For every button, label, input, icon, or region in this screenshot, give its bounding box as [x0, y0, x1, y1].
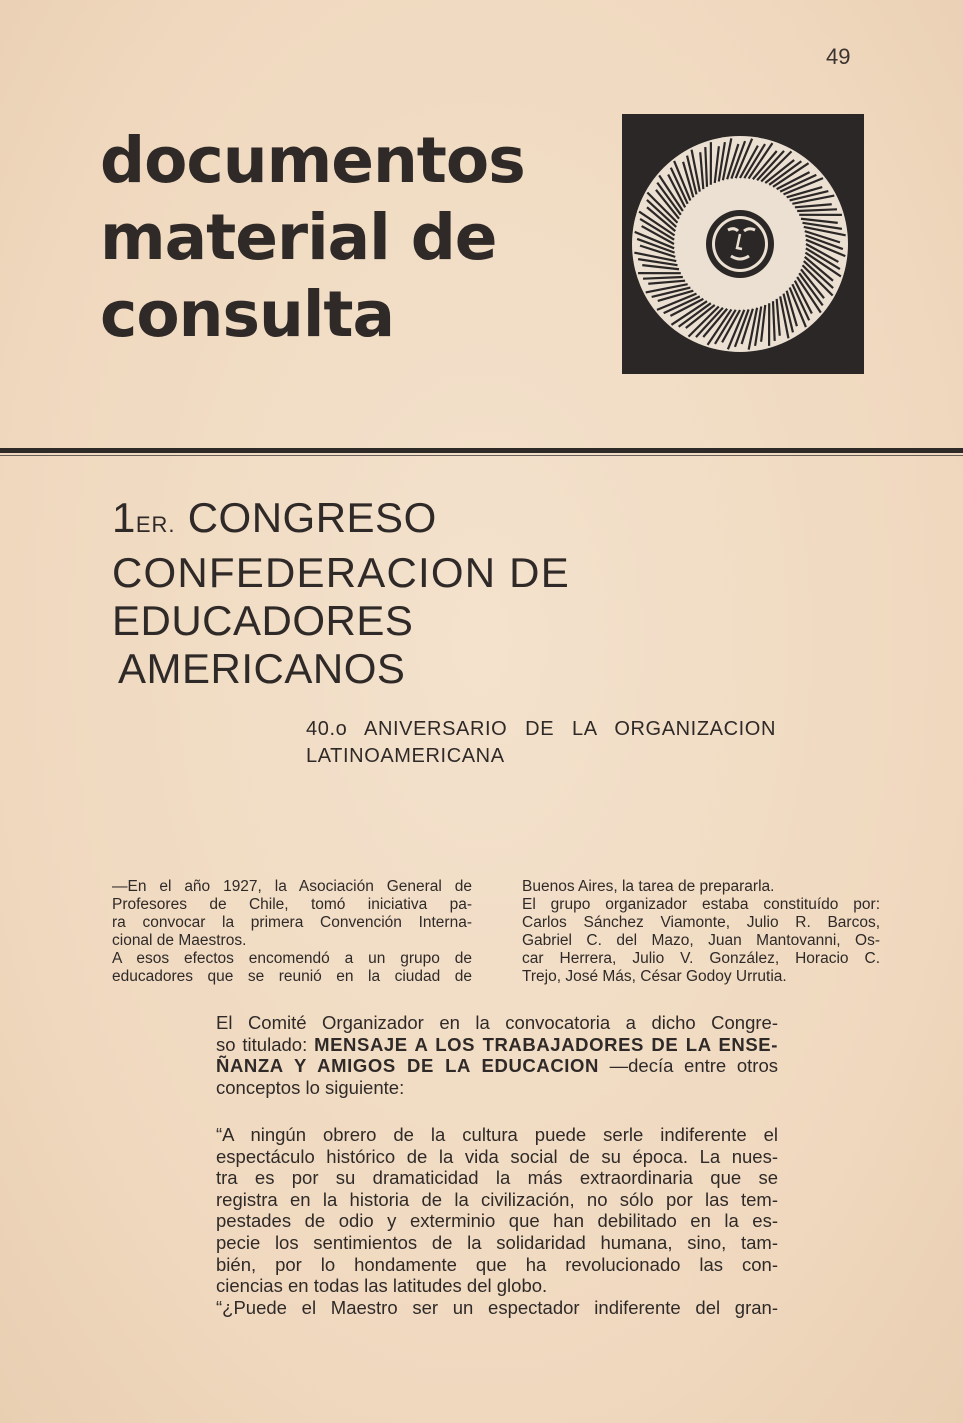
headline-line	[112, 494, 712, 549]
quote-line: pestades de odio y exterminio que han debilitado en la es-	[216, 1210, 778, 1232]
column-line: Gabriel C. del Mazo, Juan Mantovanni, Os-	[522, 932, 880, 949]
subtitle-line: 40.o ANIVERSARIO DE LA ORGANIZACION	[306, 718, 776, 740]
paragraph-line: conceptos lo siguiente:	[216, 1076, 405, 1098]
column-line: A esos efectos encomendó a un grupo de	[112, 950, 472, 967]
quote-line: espectáculo histórico de la vida social de su época. La nues-	[216, 1145, 778, 1167]
headline-ordinal-suffix: ER.	[135, 512, 176, 537]
page-number: 49	[826, 44, 851, 69]
paragraph-text: —decía entre otros	[599, 1055, 778, 1077]
sun-face-emblem-icon	[622, 114, 864, 374]
intro-column-right	[522, 878, 880, 986]
article-subtitle	[306, 716, 776, 770]
section-divider	[0, 448, 963, 453]
quote-line: pecie los sentimientos de la solidaridad humana, sino, tam-	[216, 1231, 778, 1253]
message-title-bold: ÑANZA Y AMIGOS DE LA EDUCACION	[216, 1055, 599, 1077]
paragraph-line: El Comité Organizador en la convocatoria a dicho Congre-	[216, 1012, 778, 1033]
section-title	[100, 122, 580, 353]
quote-line: registra en la historia de la civilización, no sólo por las tem-	[216, 1188, 778, 1210]
section-title-line: consulta	[100, 278, 395, 351]
column-line: car Herrera, Julio V. González, Horacio C.	[522, 950, 880, 967]
column-line: Buenos Aires, la tarea de prepararla.	[522, 878, 775, 895]
headline-line: CONFEDERACION DE	[112, 549, 570, 596]
subtitle-line: LATINOAMERICANA	[306, 745, 505, 767]
column-line: ra convocar la primera Convención Interna-	[112, 914, 472, 931]
column-line: El grupo organizador estaba constituído por:	[522, 896, 880, 913]
column-line: educadores que se reunió en la ciudad de	[112, 968, 472, 985]
intro-column-left	[112, 878, 472, 986]
section-title-line: material de	[100, 201, 497, 274]
quote-line: “A ningún obrero de la cultura puede serle indiferente el	[216, 1124, 778, 1145]
headline-ordinal-number: 1	[112, 494, 136, 541]
intro-paragraph	[216, 1012, 778, 1098]
paragraph-line	[216, 1055, 778, 1077]
column-line: Profesores de Chile, tomó iniciativa pa-	[112, 896, 472, 913]
column-line: Carlos Sánchez Viamonte, Julio R. Barcos,	[522, 914, 880, 931]
quote-line: “¿Puede el Maestro ser un espectador indiferente del gran-	[216, 1296, 778, 1318]
quote-paragraph	[216, 1124, 778, 1318]
headline-line: AMERICANOS	[118, 645, 406, 692]
message-title-bold: MENSAJE A LOS TRABAJADORES DE LA ENSE-	[314, 1033, 778, 1055]
headline-line-text: CONGRESO	[175, 494, 437, 541]
quote-line: ciencias en todas las latitudes del globo.	[216, 1275, 548, 1297]
article-headline	[112, 494, 712, 693]
section-title-line: documentos	[100, 124, 525, 197]
headline-line: EDUCADORES	[112, 597, 414, 644]
column-line: —En el año 1927, la Asociación General de	[112, 878, 472, 895]
quote-line: bién, por lo hondamente que ha revolucionado las con-	[216, 1253, 778, 1275]
section-divider-thin	[0, 455, 963, 456]
column-line: cional de Maestros.	[112, 932, 247, 949]
paragraph-line	[216, 1034, 778, 1056]
quote-line: tra es por su dramaticidad la más extraordinaria que se	[216, 1167, 778, 1189]
paragraph-text: so titulado:	[216, 1033, 315, 1055]
column-line: Trejo, José Más, César Godoy Urrutia.	[522, 968, 787, 985]
